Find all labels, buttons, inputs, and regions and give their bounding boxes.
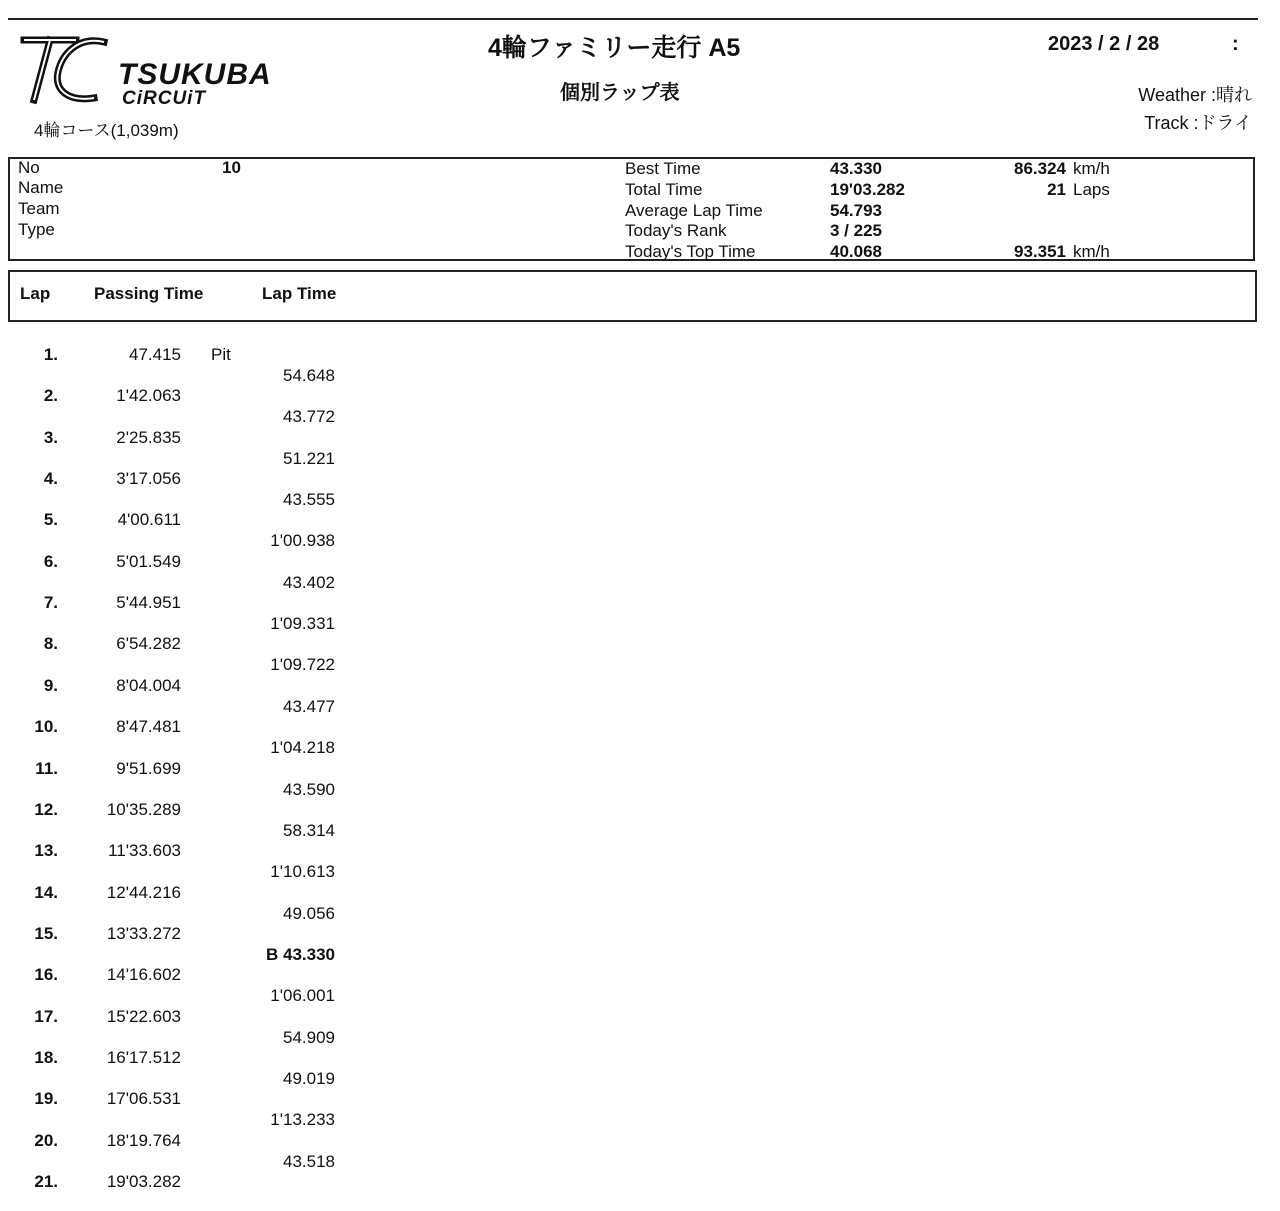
passing-time: 14'16.602 (106, 965, 181, 985)
tc-logo-mark-icon (18, 30, 118, 108)
passing-time: 19'03.282 (106, 1172, 181, 1191)
lap-number: 16. (34, 965, 58, 985)
lap-number: 3. (43, 427, 58, 447)
passing-time: 4'00.611 (117, 510, 181, 530)
rank-label: Today's Rank (625, 221, 727, 240)
lap-time: 49.019 (283, 1068, 335, 1088)
total-time-label: Total Time (625, 180, 703, 199)
lap-number: 1. (43, 345, 58, 364)
passing-time: 8'47.481 (116, 717, 181, 737)
passing-time: 8'04.004 (116, 675, 181, 695)
total-time-value: 19'03.282 (830, 180, 905, 199)
best-time-label: Best Time (625, 159, 701, 178)
best-speed-unit: km/h (1073, 159, 1110, 178)
top-rule (8, 18, 1258, 20)
lap-number: 7. (43, 593, 58, 613)
best-speed-value: 86.324 (1014, 159, 1066, 178)
passing-time: 2'25.835 (116, 427, 181, 447)
lap-time: 58.314 (283, 820, 335, 840)
column-header-lap: Lap (20, 284, 51, 303)
lap-time: 54.648 (283, 366, 335, 385)
lap-time: 43.477 (283, 696, 335, 716)
top-time-value: 40.068 (830, 242, 882, 261)
lap-number: 17. (34, 1006, 58, 1026)
passing-time: 17'06.531 (106, 1089, 181, 1109)
weather-label: Weather :晴れ (1138, 85, 1252, 105)
pit-marker: Pit (211, 345, 231, 364)
lap-time: 54.909 (283, 1027, 335, 1047)
rank-value: 3 / 225 (830, 221, 882, 240)
logo-name: TSUKUBA (118, 58, 272, 91)
team-label: Team (18, 199, 60, 218)
lap-time: 51.221 (283, 448, 335, 468)
no-label: No (18, 158, 40, 177)
lap-number: 15. (34, 923, 58, 943)
lap-number: 11. (35, 758, 58, 778)
average-lap-label: Average Lap Time (625, 201, 763, 220)
page-title: 4輪ファミリー走行 A5 (488, 34, 741, 62)
passing-time: 5'44.951 (116, 593, 181, 613)
passing-time: 16'17.512 (106, 1047, 181, 1067)
passing-time: 6'54.282 (116, 634, 181, 654)
top-speed-value: 93.351 (1014, 242, 1066, 261)
passing-time: 13'33.272 (106, 923, 181, 943)
lap-number: 19. (34, 1089, 58, 1109)
session-date: 2023 / 2 / 28 (1048, 33, 1160, 55)
page-subtitle: 個別ラップ表 (560, 82, 680, 104)
lap-number: 18. (34, 1047, 58, 1067)
laps-unit: Laps (1073, 180, 1110, 199)
best-lap-time: B 43.330 (266, 944, 335, 964)
name-label: Name (18, 178, 64, 197)
lap-time: 1'06.001 (270, 986, 335, 1006)
logo-subname: CiRCUiT (122, 88, 207, 109)
no-value: 10 (222, 158, 241, 177)
passing-time: 1'42.063 (116, 386, 181, 406)
lap-time: 1'13.233 (270, 1110, 335, 1130)
lap-time: 1'09.722 (270, 655, 335, 675)
passing-time: 9'51.699 (116, 758, 181, 778)
lap-number: 6. (43, 551, 58, 571)
lap-time: 1'04.218 (270, 738, 335, 758)
lap-number: 9. (43, 675, 58, 695)
lap-time: 43.555 (283, 490, 335, 510)
average-lap-value: 54.793 (830, 201, 882, 220)
lap-number: 8. (43, 634, 58, 654)
lap-time: 49.056 (283, 903, 335, 923)
best-time-value: 43.330 (830, 159, 882, 178)
lap-number: 13. (34, 841, 58, 861)
column-header-lap-time: Lap Time (262, 284, 337, 303)
lap-time: 1'09.331 (270, 614, 335, 634)
course-label: 4輪コース(1,039m) (34, 121, 179, 140)
passing-time: 12'44.216 (106, 882, 181, 902)
type-label: Type (18, 220, 55, 239)
passing-time: 3'17.056 (116, 469, 181, 489)
lap-number: 21. (34, 1172, 58, 1191)
session-time: : (1232, 33, 1239, 55)
top-speed-unit: km/h (1073, 242, 1110, 261)
lap-number: 10. (34, 717, 58, 737)
passing-time: 10'35.289 (106, 799, 181, 819)
lap-time: 43.518 (283, 1151, 335, 1171)
lap-number: 20. (34, 1130, 58, 1150)
passing-time: 47.415 (129, 345, 181, 364)
top-time-label: Today's Top Time (625, 242, 756, 261)
lap-time: 43.402 (283, 572, 335, 592)
lap-time: 1'10.613 (270, 862, 335, 882)
lap-time: 43.590 (283, 779, 335, 799)
lap-number: 2. (43, 386, 58, 406)
passing-time: 5'01.549 (116, 551, 181, 571)
lap-time: 1'00.938 (270, 531, 335, 551)
lap-time: 43.772 (283, 407, 335, 427)
passing-time: 18'19.764 (106, 1130, 181, 1150)
lap-number: 5. (43, 510, 58, 530)
laps-value: 21 (1047, 180, 1066, 199)
tsukuba-circuit-logo (18, 30, 308, 108)
lap-number: 14. (34, 882, 58, 902)
track-condition-label: Track :ドライ (1144, 113, 1252, 133)
passing-time: 15'22.603 (106, 1006, 181, 1026)
lap-number: 4. (43, 469, 58, 489)
column-header-passing-time: Passing Time (94, 284, 204, 303)
lap-number: 12. (34, 799, 58, 819)
passing-time: 11'33.603 (108, 841, 181, 861)
